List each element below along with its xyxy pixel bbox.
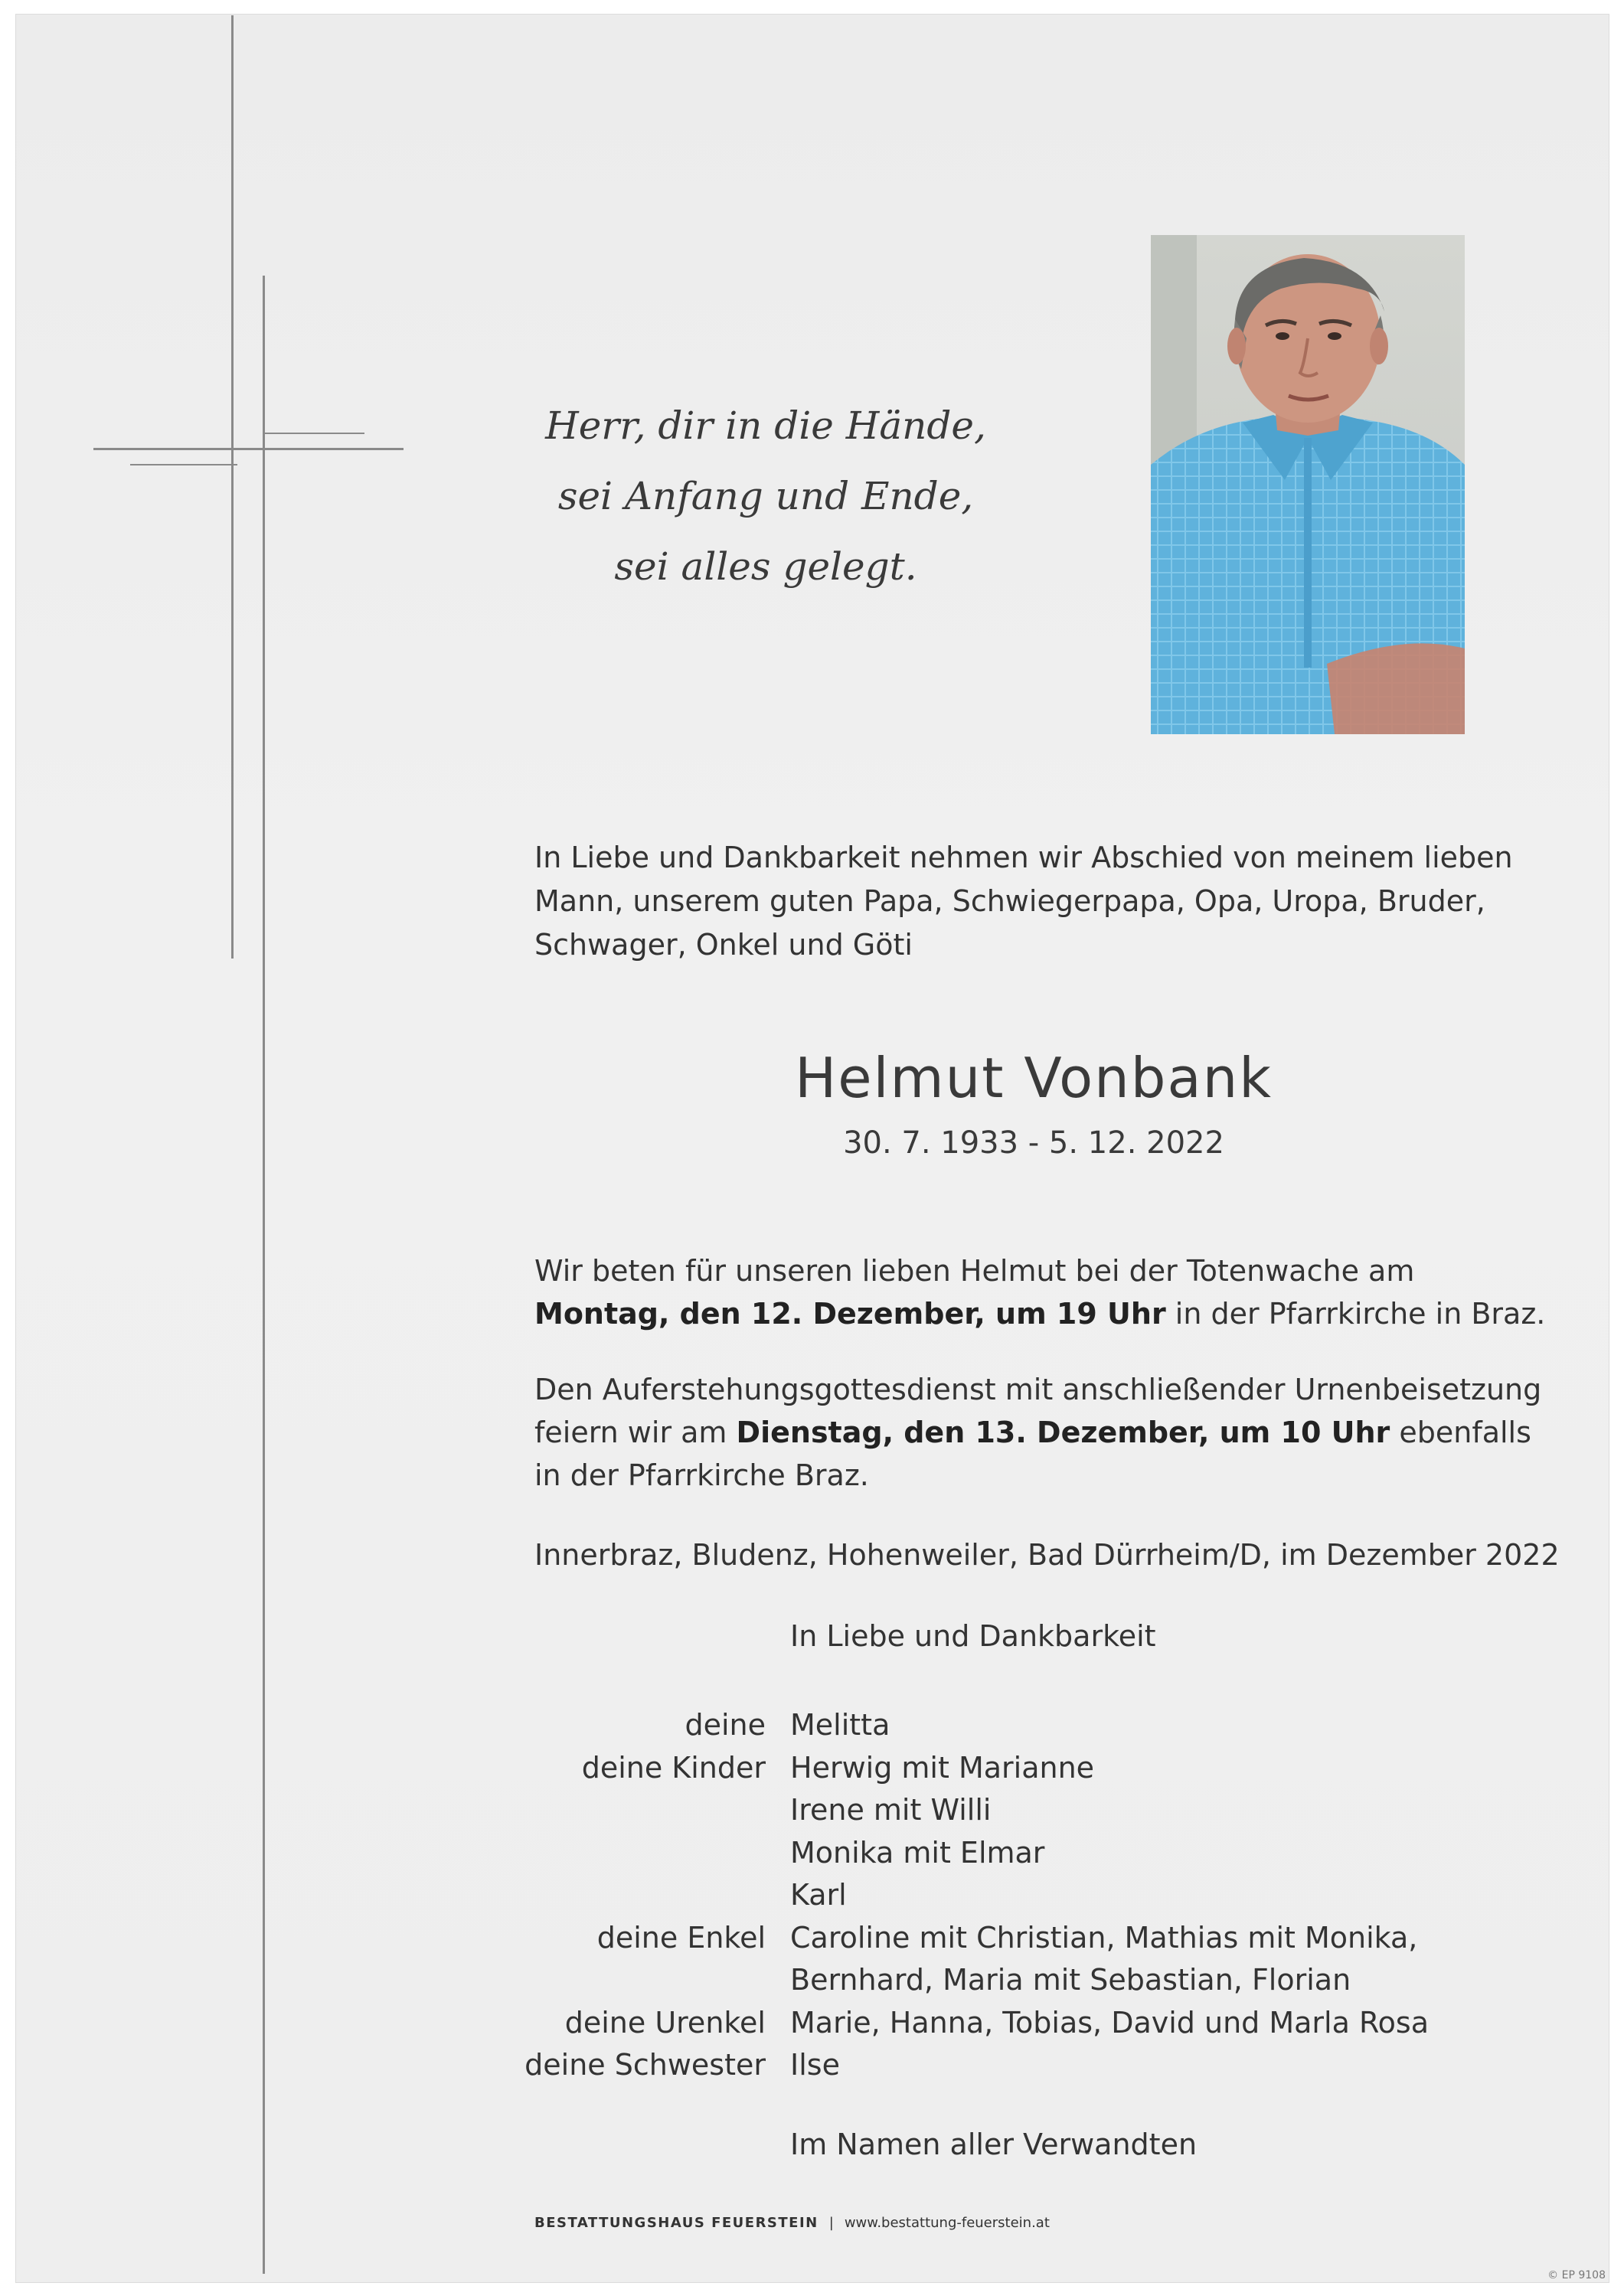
funeral-home-name: BESTATTUNGSHAUS FEUERSTEIN [534,2215,819,2231]
cross-horizontal-line-short-left [130,464,237,465]
service-paragraph [534,1368,1576,1497]
wake-date-bold: Montag, den 12. Dezember, um 19 Uhr [534,1297,1166,1331]
family-relation: deine Urenkel [564,2005,766,2040]
family-relation [459,1959,790,2002]
family-names: Irene mit Willi [790,1793,992,1827]
family-relation: deine Kinder [581,1750,766,1785]
portrait-photo [1151,235,1465,734]
service-line-2 [534,1411,1576,1454]
cross-horizontal-line [93,448,404,450]
quote-line: sei alles gelegt. [614,544,917,589]
service-post: ebenfalls [1390,1416,1531,1449]
family-row [459,1789,1531,1832]
service-date-bold: Dienstag, den 13. Dezember, um 10 Uhr [736,1416,1390,1449]
family-row [459,1747,1531,1790]
quote-line: Herr, dir in die Hände, [545,403,986,448]
intro-text [534,836,1530,967]
family-row [459,2002,1531,2045]
wake-line: Wir beten für unseren lieben Helmut bei der Totenwache am [534,1254,1415,1288]
family-row [459,1917,1531,1960]
family-names: Karl [790,1878,847,1912]
cross-vertical-line [231,15,234,959]
intro-line: Schwager, Onkel und Göti [534,928,913,962]
funeral-home-url[interactable]: www.bestattung-feuerstein.at [844,2215,1050,2231]
service-line: in der Pfarrkirche Braz. [534,1458,869,1492]
family-relation [459,1874,790,1917]
family-relation: deine Schwester [524,2048,766,2082]
deceased-name: Helmut Vonbank [795,1046,1273,1110]
wake-paragraph [534,1249,1576,1335]
family-row [459,1959,1531,2002]
family-row [459,2044,1531,2087]
final-line: Im Namen aller Verwandten [790,2128,1198,2161]
family-relation [459,1832,790,1875]
footer [534,2215,1050,2231]
family-row [459,1874,1531,1917]
family-names: Marie, Hanna, Tobias, David und Marla Rosa [790,2005,1429,2040]
place-date-line: Innerbraz, Bludenz, Hohenweiler, Bad Dürrheim/D, im Dezember 2022 [534,1538,1560,1572]
wake-location: in der Pfarrkirche in Braz. [1165,1297,1546,1331]
family-names: Ilse [790,2048,840,2082]
family-relation [459,1789,790,1832]
family-relation: deine [685,1708,766,1742]
family-relation: deine Enkel [596,1920,766,1955]
family-names: Herwig mit Marianne [790,1750,1095,1785]
copyright-mark: © EP 9108 [1547,2269,1606,2281]
footer-separator: | [828,2215,834,2231]
place-date [534,1533,1576,1576]
family-names: Caroline mit Christian, Mathias mit Monika, [790,1920,1418,1955]
service-line: Den Auferstehungsgottesdienst mit anschließender Urnenbeisetzung [534,1373,1542,1406]
life-dates: 30. 7. 1933 - 5. 12. 2022 [843,1125,1224,1161]
family-names: Monika mit Elmar [790,1835,1045,1870]
intro-line: In Liebe und Dankbarkeit nehmen wir Abschied von meinem lieben [534,841,1513,874]
family-names: Melitta [790,1708,890,1742]
bible-quote [498,390,1034,602]
family-row [459,1704,1531,1747]
quote-line: sei Anfang und Ende, [557,474,974,518]
cross-vertical-line-long [263,276,265,2274]
closing-phrase: In Liebe und Dankbarkeit [790,1619,1156,1653]
cross-horizontal-line-short-right [265,433,364,434]
family-names: Bernhard, Maria mit Sebastian, Florian [790,1963,1351,1997]
family-list [459,1704,1531,2087]
wake-line-2 [534,1292,1576,1335]
intro-line: Mann, unserem guten Papa, Schwiegerpapa, Opa, Uropa, Bruder, [534,884,1485,918]
family-row [459,1832,1531,1875]
service-pre: feiern wir am [534,1416,737,1449]
